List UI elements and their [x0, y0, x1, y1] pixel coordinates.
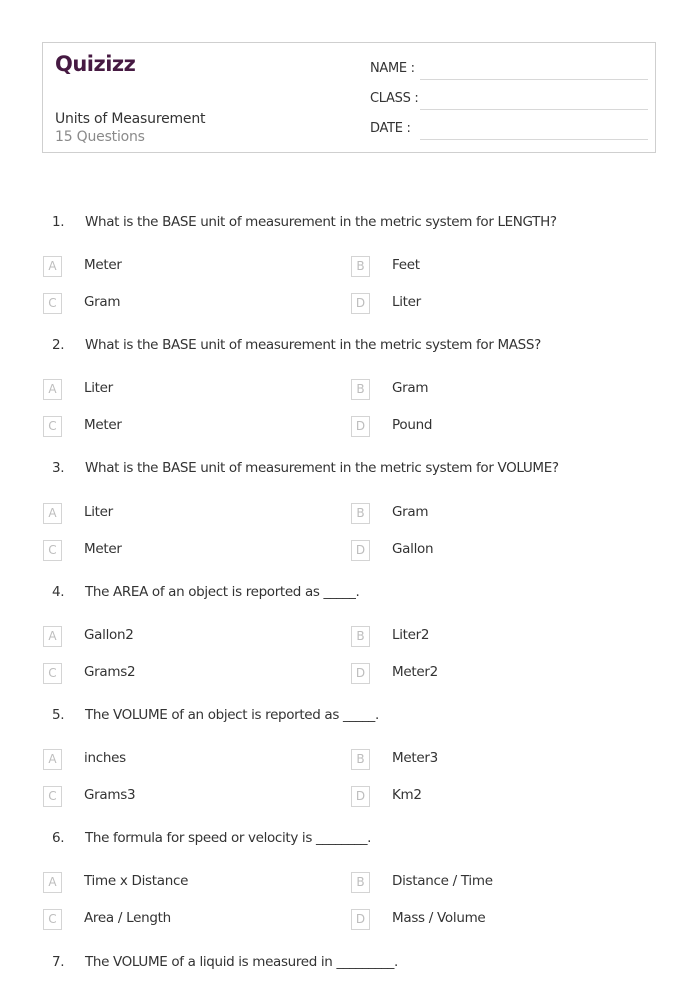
name-field [370, 57, 648, 87]
option-text: Liter [392, 294, 421, 310]
option-text: Pound [392, 417, 433, 433]
question-row [0, 954, 700, 974]
question-text: The AREA of an object is reported as _____. [85, 584, 360, 600]
option-letter-box: D [351, 663, 370, 684]
name-label: NAME : [370, 61, 415, 76]
question-count: 15 Questions [55, 129, 145, 145]
option-letter-box: C [43, 663, 62, 684]
question-text: What is the BASE unit of measurement in the metric system for VOLUME? [85, 460, 559, 476]
option-text: Km2 [392, 787, 422, 803]
option-text: Liter [84, 380, 113, 396]
option-letter-box: A [43, 626, 62, 647]
option-text: Liter [84, 504, 113, 520]
question-row [0, 337, 700, 357]
date-field [370, 117, 648, 147]
option-letter-box: A [43, 749, 62, 770]
option-text: inches [84, 750, 126, 766]
option-letter-box: B [351, 749, 370, 770]
option-text: Gallon [392, 541, 434, 557]
question-number: 4. [52, 584, 65, 600]
option-text: Feet [392, 257, 420, 273]
quiz-title: Units of Measurement [55, 111, 206, 127]
worksheet-header [42, 42, 656, 153]
option-text: Distance / Time [392, 873, 493, 889]
option-text: Meter [84, 417, 122, 433]
name-input-line[interactable] [420, 79, 648, 80]
option-letter-box: D [351, 786, 370, 807]
option-letter-box: B [351, 503, 370, 524]
option-text: Meter [84, 541, 122, 557]
option-letter-box: B [351, 256, 370, 277]
option-letter-box: D [351, 540, 370, 561]
option-letter-box: C [43, 540, 62, 561]
option-letter-box: A [43, 379, 62, 400]
student-info-fields [370, 57, 648, 147]
question-text: The formula for speed or velocity is ________. [85, 830, 372, 846]
option-letter-box: C [43, 909, 62, 930]
question-row [0, 830, 700, 850]
option-text: Gram [392, 380, 429, 396]
option-text: Grams3 [84, 787, 136, 803]
option-text: Gallon2 [84, 627, 134, 643]
option-text: Meter3 [392, 750, 438, 766]
option-letter-box: B [351, 872, 370, 893]
question-row [0, 214, 700, 234]
option-text: Gram [392, 504, 429, 520]
option-letter-box: D [351, 909, 370, 930]
question-number: 6. [52, 830, 65, 846]
question-number: 3. [52, 460, 65, 476]
question-row [0, 707, 700, 727]
question-text: What is the BASE unit of measurement in the metric system for MASS? [85, 337, 541, 353]
option-letter-box: B [351, 379, 370, 400]
option-text: Liter2 [392, 627, 430, 643]
option-letter-box: B [351, 626, 370, 647]
option-text: Area / Length [84, 910, 171, 926]
option-letter-box: C [43, 416, 62, 437]
question-row [0, 584, 700, 604]
quizizz-logo: Quizizz [55, 52, 136, 76]
option-letter-box: A [43, 872, 62, 893]
option-text: Grams2 [84, 664, 136, 680]
question-number: 5. [52, 707, 65, 723]
question-text: The VOLUME of an object is reported as _____. [85, 707, 379, 723]
date-input-line[interactable] [420, 139, 648, 140]
option-text: Meter [84, 257, 122, 273]
option-letter-box: A [43, 503, 62, 524]
option-letter-box: C [43, 293, 62, 314]
question-number: 1. [52, 214, 65, 230]
question-row [0, 460, 700, 480]
option-text: Time x Distance [84, 873, 189, 889]
question-text: The VOLUME of a liquid is measured in _________. [85, 954, 398, 970]
option-text: Mass / Volume [392, 910, 486, 926]
option-text: Gram [84, 294, 121, 310]
date-label: DATE : [370, 121, 411, 136]
option-text: Meter2 [392, 664, 438, 680]
class-field [370, 87, 648, 117]
question-number: 7. [52, 954, 65, 970]
class-label: CLASS : [370, 91, 419, 106]
question-text: What is the BASE unit of measurement in the metric system for LENGTH? [85, 214, 557, 230]
option-letter-box: D [351, 416, 370, 437]
option-letter-box: D [351, 293, 370, 314]
option-letter-box: A [43, 256, 62, 277]
option-letter-box: C [43, 786, 62, 807]
question-number: 2. [52, 337, 65, 353]
class-input-line[interactable] [420, 109, 648, 110]
